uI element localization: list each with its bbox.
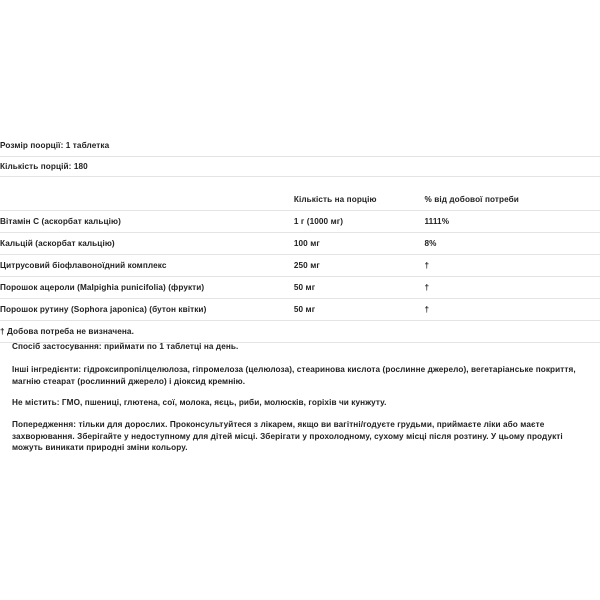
directions-block — [12, 341, 588, 353]
panel-spacer-cell — [0, 176, 600, 189]
nutrient-daily-value: † — [424, 283, 430, 292]
column-header-percent-daily-value: % від добової потреби — [424, 194, 519, 204]
free-from-block — [12, 397, 588, 409]
nutrient-name: Порошок ацероли (Malpighia punicifolia) (фрукти) — [0, 283, 205, 292]
free-from-text: Не містить: ГМО, пшениці, глютена, сої, молока, яєць, риби, молюсків, горіхів чи кунжуту. — [12, 398, 387, 407]
nutrient-daily-value: 8% — [424, 239, 437, 248]
column-header-amount-per-serving: Кількість на порцію — [293, 194, 377, 204]
warning-block — [12, 419, 588, 454]
nutrient-name: Порошок рутину (Sophora japonica) (бутон квітки) — [0, 305, 207, 314]
nutrient-name: Кальцій (аскорбат кальцію) — [0, 239, 115, 248]
nutrient-name: Цитрусовий біофлавоноїдний комплекс — [0, 261, 167, 270]
supplement-facts-panel — [0, 136, 600, 343]
other-ingredients-text: Інші інгредієнти: гідроксипропілцелюлоза, гіпромелоза (целюлоза), стеаринова кислота (рослинне джерело), вегетаріанське покриття, магнію стеарат (рослинний джерело) і діоксид кремнію. — [12, 365, 576, 386]
nutrient-name: Вітамін C (аскорбат кальцію) — [0, 217, 121, 226]
servings-per-container-row — [0, 156, 600, 176]
table-row — [0, 299, 600, 321]
panel-spacer — [0, 176, 600, 189]
nutrient-daily-value: † — [424, 261, 430, 270]
table-row — [0, 255, 600, 277]
nutrient-amount: 100 мг — [293, 239, 320, 248]
nutrient-amount: 50 мг — [293, 283, 316, 292]
serving-size-text: Розмір поорції: 1 таблетка — [0, 141, 110, 151]
table-row — [0, 277, 600, 299]
table-row — [0, 233, 600, 255]
column-header-name — [0, 189, 294, 211]
nutrient-amount: 250 мг — [293, 261, 320, 270]
daily-value-footnote: † Добова потреба не визначена. — [0, 327, 134, 336]
footnote-row — [0, 321, 600, 343]
nutrient-daily-value: 1111% — [424, 217, 450, 226]
table-header-row — [0, 189, 600, 211]
nutrient-amount: 50 мг — [293, 305, 316, 314]
nutrient-amount: 1 г (1000 мг) — [293, 217, 344, 226]
warning-text: Попередження: тільки для дорослих. Проконсультуйтеся з лікарем, якщо ви вагітні/годуєте грудьми, приймаєте ліки або маєте захворювання. Зберігайте у недоступному для дітей місці. Зберігати у прохолодному, сухому місці після розтину. У цьому продукті можуть виникати природні зміни кольору. — [12, 420, 563, 452]
supplement-facts-table — [0, 136, 600, 343]
servings-per-container-text: Кількість порцій: 180 — [0, 161, 88, 171]
other-ingredients-block — [12, 364, 588, 387]
serving-size-row — [0, 136, 600, 156]
nutrient-daily-value: † — [424, 305, 430, 314]
directions-text: Спосіб застосування: приймати по 1 таблетці на день. — [12, 342, 239, 351]
table-row — [0, 211, 600, 233]
